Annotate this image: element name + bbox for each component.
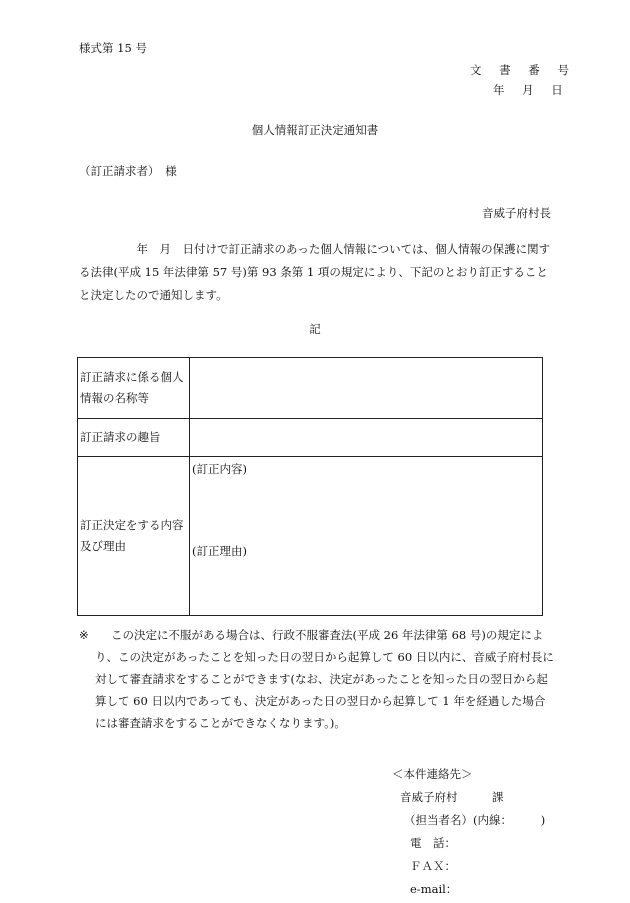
document-number: 文 書 番 号	[470, 63, 576, 77]
contact-department: 音威子府村 課	[400, 790, 504, 804]
correction-reason-label: (訂正理由)	[192, 544, 247, 558]
contact-heading: ＜本件連絡先＞	[392, 767, 473, 781]
document-date: 年 月 日	[493, 83, 570, 97]
table-row	[78, 358, 543, 419]
row-value-request-purpose[interactable]	[190, 419, 543, 457]
contact-block	[392, 763, 545, 901]
row-label-request-purpose: 訂正請求の趣旨	[78, 419, 190, 457]
row-value-info-name[interactable]	[190, 358, 543, 419]
correction-content-label: (訂正内容)	[192, 462, 247, 476]
row-label-decision: 訂正決定をする内容及び理由	[78, 457, 190, 616]
note-text: この決定に不服がある場合は、行政不服審査法(平成 26 年法律第 68 号)の規定により、この決定があったことを知った日の翌日から起算して 60 日以内に、音威子府村長に対して審査請求をすることができます(なお、決定があったことを知った日の翌日から起算して 60 日以内であっても、決定があった日の翌日から起算して 1 年を経過した場合には審査請求をすることができなくなります。)。	[95, 628, 554, 730]
addressee: （訂正請求者） 様	[79, 164, 177, 178]
body-paragraph: 年 月 日付けで訂正請求のあった個人情報については、個人情報の保護に関する法律(平成 15 年法律第 57 号)第 93 条第 1 項の規定により、下記のとおり訂正することと決定したので通知します。	[79, 242, 551, 302]
contact-phone: 電 話：	[410, 836, 456, 850]
contact-staff: （担当者名）(内線： )	[404, 813, 546, 827]
sender: 音威子府村長	[482, 206, 551, 220]
table-row	[78, 419, 543, 457]
ki-heading: 記	[309, 322, 321, 336]
row-label-info-name: 訂正請求に係る個人情報の名称等	[78, 358, 190, 419]
document-title: 個人情報訂正決定通知書	[251, 123, 379, 137]
row-value-decision[interactable]	[190, 457, 543, 616]
appeal-note	[79, 624, 555, 734]
body-text	[79, 238, 553, 307]
record-table	[77, 357, 543, 616]
note-mark: ※	[79, 628, 89, 642]
contact-email: e-mail：	[410, 882, 458, 896]
contact-fax: ＦＡＸ：	[410, 859, 456, 873]
table-row	[78, 457, 543, 616]
form-number: 様式第 15 号	[79, 41, 147, 55]
